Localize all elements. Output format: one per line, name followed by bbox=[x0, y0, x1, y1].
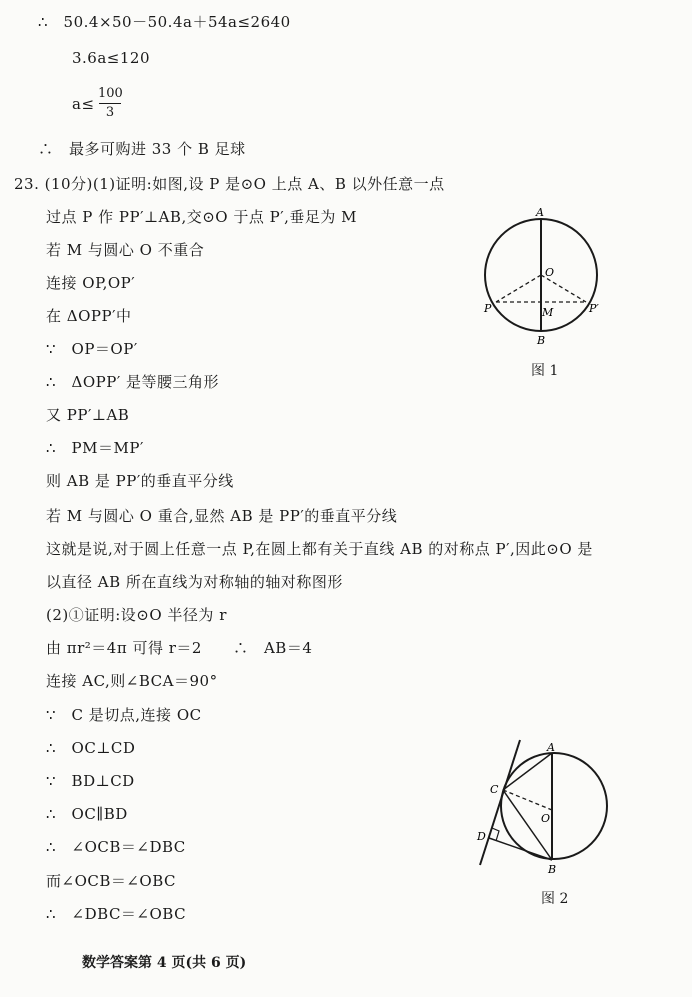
line-part2-7: ∴ ∠OCB＝∠DBC bbox=[46, 838, 186, 856]
line-part2-5: ∵ BD⊥CD bbox=[46, 772, 135, 790]
line-part2-9: ∴ ∠DBC＝∠OBC bbox=[46, 905, 187, 923]
line-inequality-2: 3.6a≤120 bbox=[72, 49, 150, 67]
line-proof-7: 又 PP′⊥AB bbox=[46, 406, 130, 424]
line-proof-12: 以直径 AB 所在直线为对称轴的轴对称图形 bbox=[46, 573, 343, 591]
figure2-label-d: D bbox=[477, 830, 486, 843]
line-part2-6: ∴ OC∥BD bbox=[46, 805, 128, 823]
figure2-segment-cb bbox=[503, 790, 552, 860]
line-inequality-1: ∴ 50.4×50－50.4a＋54a≤2640 bbox=[38, 13, 291, 31]
line-proof-2: 若 M 与圆心 O 不重合 bbox=[46, 241, 205, 259]
figure1-label-p: P bbox=[484, 302, 492, 315]
figure2-label-a: A bbox=[547, 741, 555, 754]
figure2-label-b: B bbox=[548, 863, 557, 876]
figure1-label-m: M bbox=[542, 306, 554, 319]
figure1-label-a: A bbox=[536, 206, 544, 219]
figure2-caption: 图 2 bbox=[541, 891, 569, 907]
line-part2-3: ∵ C 是切点,连接 OC bbox=[46, 706, 202, 724]
figure2-label-c: C bbox=[490, 783, 499, 796]
line-part2-heading: (2)①证明:设⊙O 半径为 r bbox=[46, 606, 227, 624]
line-proof-10: 若 M 与圆心 O 重合,显然 AB 是 PP′的垂直平分线 bbox=[46, 507, 398, 525]
page-footer: 数学答案第 4 页(共 6 页) bbox=[82, 955, 247, 971]
line-proof-1: 过点 P 作 PP′⊥AB,交⊙O 于点 P′,垂足为 M bbox=[46, 208, 358, 226]
line-part2-4: ∴ OC⊥CD bbox=[46, 739, 136, 757]
figure2-label-o: O bbox=[541, 812, 551, 825]
figure2-circle bbox=[501, 753, 607, 859]
figure1-label-p-prime: P′ bbox=[589, 302, 599, 315]
line-proof-3: 连接 OP,OP′ bbox=[46, 274, 136, 292]
line-part2-8: 而∠OCB＝∠OBC bbox=[46, 872, 177, 890]
fraction-numerator: 100 bbox=[98, 86, 123, 101]
line-conclusion: ∴ 最多可购进 33 个 B 足球 bbox=[38, 140, 246, 158]
line-q23-heading: 23. (10分)(1)证明:如图,设 P 是⊙O 上点 A、B 以外任意一点 bbox=[14, 175, 445, 193]
line-part2-2: 连接 AC,则∠BCA＝90° bbox=[46, 672, 218, 690]
line-proof-9: 则 AB 是 PP′的垂直平分线 bbox=[46, 472, 234, 490]
fraction-denominator: 3 bbox=[105, 105, 115, 120]
line-inequality-3: a≤ bbox=[72, 95, 95, 113]
line-proof-6: ∴ ΔOPP′ 是等腰三角形 bbox=[46, 373, 220, 391]
line-proof-5: ∵ OP＝OP′ bbox=[46, 340, 138, 358]
line-proof-4: 在 ΔOPP′中 bbox=[46, 307, 132, 325]
line-proof-8: ∴ PM＝MP′ bbox=[46, 439, 144, 457]
figure1-caption: 图 1 bbox=[531, 363, 559, 379]
figure2-segment-db bbox=[489, 838, 552, 860]
line-part2-1: 由 πr²＝4π 可得 r＝2 ∴ AB＝4 bbox=[46, 639, 313, 657]
figure1-label-b: B bbox=[537, 334, 546, 347]
figure1-label-o: O bbox=[545, 266, 555, 279]
line-proof-11: 这就是说,对于圆上任意一点 P,在圆上都有关于直线 AB 的对称点 P′,因此⊙O 是 bbox=[46, 540, 593, 558]
